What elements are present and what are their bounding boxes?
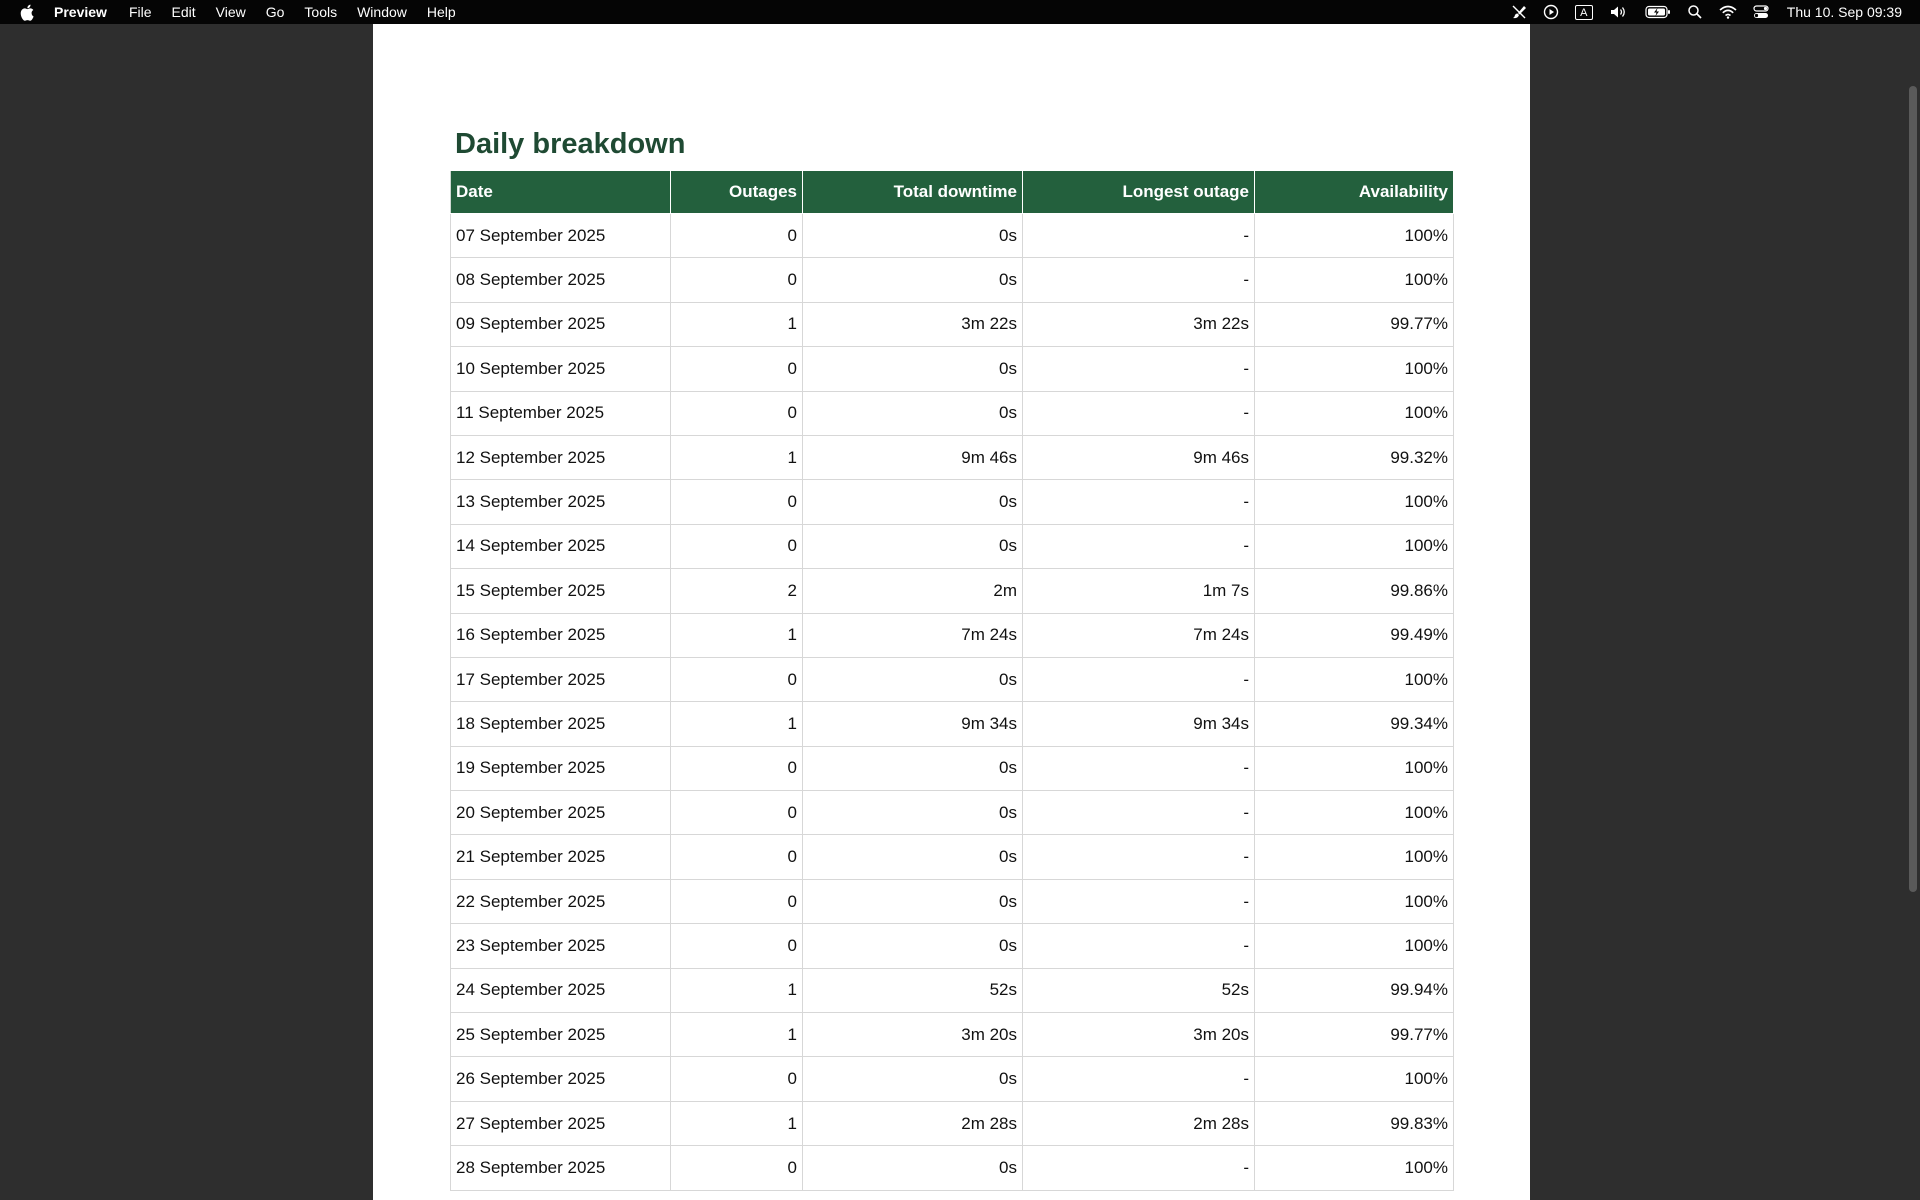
table-row <box>451 524 1454 568</box>
cell-total-downtime: 0s <box>803 480 1023 524</box>
column-header-longest-outage: Longest outage <box>1023 171 1255 214</box>
cell-total-downtime: 2m 28s <box>803 1101 1023 1145</box>
cell-outages: 0 <box>671 924 803 968</box>
table-row <box>451 924 1454 968</box>
cell-date: 18 September 2025 <box>451 702 671 746</box>
cell-total-downtime: 0s <box>803 791 1023 835</box>
table-row <box>451 968 1454 1012</box>
scrollbar-thumb[interactable] <box>1909 86 1917 892</box>
paintbrush-icon[interactable] <box>1511 0 1527 24</box>
cell-longest-outage: - <box>1023 347 1255 391</box>
cell-availability: 99.86% <box>1255 569 1454 613</box>
cell-availability: 100% <box>1255 746 1454 790</box>
cell-total-downtime: 3m 22s <box>803 302 1023 346</box>
cell-longest-outage: - <box>1023 924 1255 968</box>
cell-longest-outage: - <box>1023 391 1255 435</box>
cell-availability: 100% <box>1255 835 1454 879</box>
cell-date: 23 September 2025 <box>451 924 671 968</box>
cell-availability: 100% <box>1255 924 1454 968</box>
cell-outages: 1 <box>671 613 803 657</box>
cell-outages: 0 <box>671 214 803 258</box>
table-row <box>451 613 1454 657</box>
cell-outages: 1 <box>671 435 803 479</box>
cell-availability: 100% <box>1255 791 1454 835</box>
cell-outages: 1 <box>671 702 803 746</box>
cell-total-downtime: 52s <box>803 968 1023 1012</box>
cell-availability: 99.77% <box>1255 302 1454 346</box>
cell-total-downtime: 3m 20s <box>803 1013 1023 1057</box>
cell-outages: 0 <box>671 391 803 435</box>
menu-tools[interactable]: Tools <box>304 4 338 20</box>
cell-longest-outage: 2m 28s <box>1023 1101 1255 1145</box>
cell-total-downtime: 0s <box>803 924 1023 968</box>
table-header-row <box>451 171 1454 214</box>
cell-availability: 100% <box>1255 258 1454 302</box>
column-header-date: Date <box>451 171 671 214</box>
cell-longest-outage: 9m 34s <box>1023 702 1255 746</box>
cell-availability: 99.94% <box>1255 968 1454 1012</box>
cell-outages: 1 <box>671 302 803 346</box>
menu-edit[interactable]: Edit <box>171 4 196 20</box>
wifi-icon[interactable] <box>1719 0 1737 24</box>
cell-longest-outage: - <box>1023 258 1255 302</box>
cell-total-downtime: 7m 24s <box>803 613 1023 657</box>
cell-longest-outage: - <box>1023 746 1255 790</box>
scrollbar[interactable] <box>1904 24 1920 1200</box>
cell-availability: 99.49% <box>1255 613 1454 657</box>
menu-bar <box>0 0 1920 24</box>
cell-outages: 0 <box>671 524 803 568</box>
cell-outages: 0 <box>671 1146 803 1190</box>
cell-date: 15 September 2025 <box>451 569 671 613</box>
column-header-outages: Outages <box>671 171 803 214</box>
cell-outages: 0 <box>671 1057 803 1101</box>
cell-longest-outage: - <box>1023 791 1255 835</box>
keyboard-input-icon[interactable] <box>1575 0 1593 24</box>
cell-outages: 0 <box>671 791 803 835</box>
pdf-page <box>373 24 1530 1200</box>
menu-clock[interactable]: Thu 10. Sep 09:39 <box>1786 4 1902 20</box>
cell-total-downtime: 9m 34s <box>803 702 1023 746</box>
cell-total-downtime: 0s <box>803 258 1023 302</box>
table-row <box>451 435 1454 479</box>
cell-total-downtime: 0s <box>803 657 1023 701</box>
cell-total-downtime: 0s <box>803 524 1023 568</box>
cell-availability: 100% <box>1255 1057 1454 1101</box>
cell-date: 07 September 2025 <box>451 214 671 258</box>
table-row <box>451 391 1454 435</box>
table-row <box>451 302 1454 346</box>
cell-availability: 100% <box>1255 524 1454 568</box>
cell-total-downtime: 0s <box>803 879 1023 923</box>
control-center-icon[interactable] <box>1753 0 1769 24</box>
cell-total-downtime: 0s <box>803 1146 1023 1190</box>
column-header-total-downtime: Total downtime <box>803 171 1023 214</box>
cell-date: 17 September 2025 <box>451 657 671 701</box>
cell-outages: 0 <box>671 835 803 879</box>
status-area <box>1495 0 1902 24</box>
cell-date: 13 September 2025 <box>451 480 671 524</box>
cell-total-downtime: 0s <box>803 347 1023 391</box>
table-row <box>451 569 1454 613</box>
cell-total-downtime: 0s <box>803 746 1023 790</box>
menu-help[interactable]: Help <box>426 4 456 20</box>
cell-total-downtime: 0s <box>803 1057 1023 1101</box>
table-row <box>451 214 1454 258</box>
cell-longest-outage: - <box>1023 1146 1255 1190</box>
cell-date: 19 September 2025 <box>451 746 671 790</box>
cell-date: 22 September 2025 <box>451 879 671 923</box>
cell-date: 20 September 2025 <box>451 791 671 835</box>
table-row <box>451 1146 1454 1190</box>
cell-availability: 100% <box>1255 657 1454 701</box>
cell-outages: 0 <box>671 746 803 790</box>
menu-window[interactable]: Window <box>357 4 407 20</box>
cell-total-downtime: 9m 46s <box>803 435 1023 479</box>
cell-date: 28 September 2025 <box>451 1146 671 1190</box>
table-row <box>451 1101 1454 1145</box>
keyboard-input-label: A <box>1575 5 1593 20</box>
cell-longest-outage: 9m 46s <box>1023 435 1255 479</box>
cell-date: 12 September 2025 <box>451 435 671 479</box>
cell-availability: 99.34% <box>1255 702 1454 746</box>
column-header-availability: Availability <box>1255 171 1454 214</box>
apple-logo-icon[interactable] <box>18 3 36 21</box>
table-row <box>451 791 1454 835</box>
cell-date: 09 September 2025 <box>451 302 671 346</box>
cell-longest-outage: - <box>1023 524 1255 568</box>
cell-availability: 99.77% <box>1255 1013 1454 1057</box>
table-row <box>451 702 1454 746</box>
cell-outages: 0 <box>671 657 803 701</box>
cell-total-downtime: 0s <box>803 391 1023 435</box>
cell-longest-outage: - <box>1023 480 1255 524</box>
table-row <box>451 746 1454 790</box>
table-row <box>451 1057 1454 1101</box>
cell-availability: 99.83% <box>1255 1101 1454 1145</box>
cell-availability: 100% <box>1255 391 1454 435</box>
table-row <box>451 835 1454 879</box>
section-heading: Daily breakdown <box>455 128 686 160</box>
cell-longest-outage: 3m 22s <box>1023 302 1255 346</box>
cell-longest-outage: 7m 24s <box>1023 613 1255 657</box>
document-viewer[interactable] <box>0 24 1920 1200</box>
cell-date: 25 September 2025 <box>451 1013 671 1057</box>
cell-longest-outage: 1m 7s <box>1023 569 1255 613</box>
table-row <box>451 879 1454 923</box>
cell-outages: 0 <box>671 879 803 923</box>
table-row <box>451 347 1454 391</box>
cell-date: 27 September 2025 <box>451 1101 671 1145</box>
cell-availability: 99.32% <box>1255 435 1454 479</box>
cell-outages: 2 <box>671 569 803 613</box>
cell-total-downtime: 0s <box>803 835 1023 879</box>
cell-outages: 0 <box>671 347 803 391</box>
menu-file[interactable]: File <box>128 4 152 20</box>
battery-icon[interactable] <box>1645 0 1671 24</box>
table-row <box>451 480 1454 524</box>
cell-date: 26 September 2025 <box>451 1057 671 1101</box>
play-circle-icon[interactable] <box>1543 0 1559 24</box>
daily-breakdown-table <box>450 170 1454 1191</box>
cell-date: 11 September 2025 <box>451 391 671 435</box>
cell-longest-outage: 3m 20s <box>1023 1013 1255 1057</box>
cell-date: 24 September 2025 <box>451 968 671 1012</box>
cell-outages: 1 <box>671 1013 803 1057</box>
menu-app-name[interactable]: Preview <box>54 4 107 20</box>
cell-longest-outage: - <box>1023 879 1255 923</box>
table-row <box>451 657 1454 701</box>
cell-longest-outage: - <box>1023 657 1255 701</box>
cell-longest-outage: 52s <box>1023 968 1255 1012</box>
cell-date: 21 September 2025 <box>451 835 671 879</box>
menu-view[interactable]: View <box>215 4 246 20</box>
volume-icon[interactable] <box>1609 0 1629 24</box>
cell-availability: 100% <box>1255 879 1454 923</box>
cell-availability: 100% <box>1255 480 1454 524</box>
cell-longest-outage: - <box>1023 214 1255 258</box>
cell-outages: 1 <box>671 1101 803 1145</box>
cell-longest-outage: - <box>1023 1057 1255 1101</box>
cell-date: 16 September 2025 <box>451 613 671 657</box>
cell-outages: 0 <box>671 480 803 524</box>
cell-date: 14 September 2025 <box>451 524 671 568</box>
cell-total-downtime: 0s <box>803 214 1023 258</box>
table-row <box>451 258 1454 302</box>
cell-availability: 100% <box>1255 347 1454 391</box>
cell-date: 10 September 2025 <box>451 347 671 391</box>
cell-outages: 0 <box>671 258 803 302</box>
table-row <box>451 1013 1454 1057</box>
cell-longest-outage: - <box>1023 835 1255 879</box>
cell-total-downtime: 2m <box>803 569 1023 613</box>
search-icon[interactable] <box>1687 0 1703 24</box>
cell-outages: 1 <box>671 968 803 1012</box>
cell-availability: 100% <box>1255 214 1454 258</box>
cell-availability: 100% <box>1255 1146 1454 1190</box>
table-body <box>451 214 1454 1191</box>
cell-date: 08 September 2025 <box>451 258 671 302</box>
menu-go[interactable]: Go <box>265 4 285 20</box>
